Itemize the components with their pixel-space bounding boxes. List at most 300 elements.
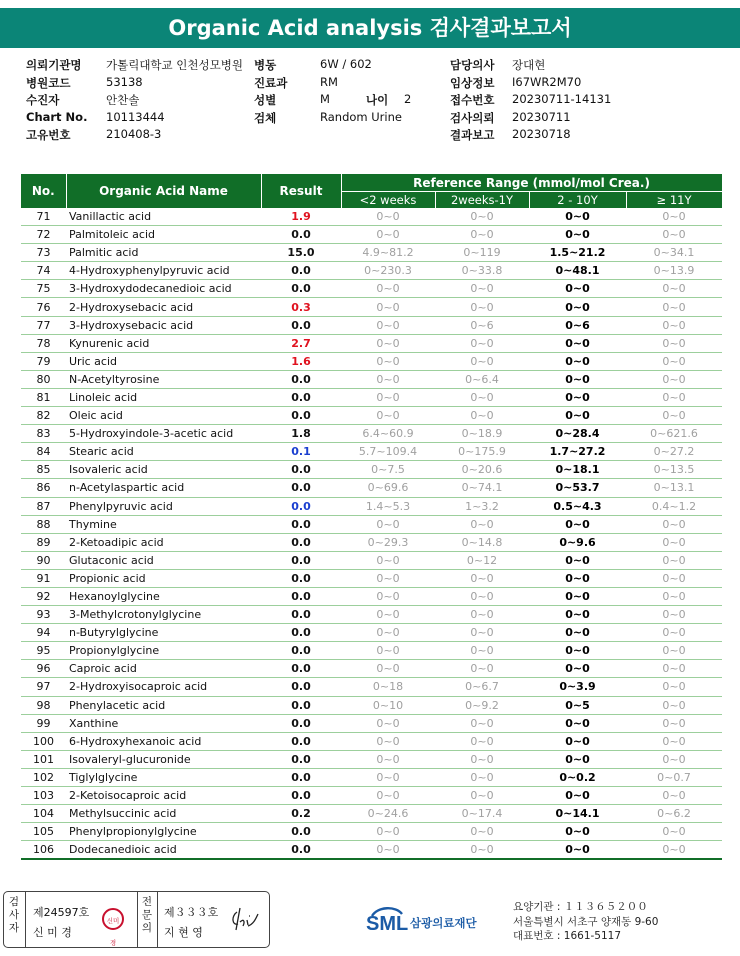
table-row bbox=[21, 750, 722, 768]
patient-value: 안찬솔 bbox=[106, 93, 140, 108]
ward-label: 병동 bbox=[254, 58, 277, 72]
header-name: Organic Acid Name bbox=[66, 174, 261, 208]
row-range-2: 0~0 bbox=[435, 334, 529, 352]
row-name: N-Acetyltyrosine bbox=[66, 370, 261, 388]
row-range-4: 0~0 bbox=[626, 515, 722, 533]
receipt-label: 접수번호 bbox=[450, 93, 495, 108]
row-range-3: 1.5~21.2 bbox=[529, 244, 626, 262]
row-result: 0.0 bbox=[261, 262, 341, 280]
row-range-4: 0~34.1 bbox=[626, 244, 722, 262]
row-name: Kynurenic acid bbox=[66, 334, 261, 352]
row-name: 6-Hydroxyhexanoic acid bbox=[66, 732, 261, 750]
row-range-2: 0~0 bbox=[435, 407, 529, 425]
row-range-3: 0~0 bbox=[529, 569, 626, 587]
divider bbox=[137, 892, 138, 947]
row-range-2: 0~17.4 bbox=[435, 805, 529, 823]
row-range-1: 1.4~5.3 bbox=[341, 497, 435, 515]
row-result: 0.0 bbox=[261, 388, 341, 406]
table-row bbox=[21, 515, 722, 533]
row-range-4: 0~0 bbox=[626, 624, 722, 642]
row-range-2: 0~0 bbox=[435, 515, 529, 533]
row-range-2: 1~3.2 bbox=[435, 497, 529, 515]
table-row bbox=[21, 678, 722, 696]
row-result: 0.0 bbox=[261, 678, 341, 696]
examiner-label: 검사자 bbox=[8, 896, 20, 934]
row-range-2: 0~33.8 bbox=[435, 262, 529, 280]
row-result: 0.3 bbox=[261, 298, 341, 316]
row-range-4: 0~0 bbox=[626, 334, 722, 352]
row-range-2: 0~0 bbox=[435, 587, 529, 605]
row-range-2: 0~12 bbox=[435, 551, 529, 569]
table-row bbox=[21, 823, 722, 841]
unique-label: 고유번호 bbox=[26, 128, 71, 143]
doctor-value: 장대현 bbox=[512, 58, 546, 72]
row-range-3: 0~0 bbox=[529, 352, 626, 370]
row-range-4: 0~0 bbox=[626, 660, 722, 678]
divider bbox=[157, 892, 158, 947]
row-no: 75 bbox=[21, 280, 66, 298]
report-value: 20230718 bbox=[512, 127, 571, 142]
row-name: Isovaleryl-glucuronide bbox=[66, 750, 261, 768]
specialist-label: 전문의 bbox=[141, 896, 153, 934]
row-no: 72 bbox=[21, 226, 66, 244]
row-range-1: 0~0 bbox=[341, 750, 435, 768]
row-result: 1.8 bbox=[261, 425, 341, 443]
row-no: 74 bbox=[21, 262, 66, 280]
org-address: 서울특별시 서초구 양재동 9-60 bbox=[513, 915, 659, 928]
info-row bbox=[26, 110, 726, 128]
row-range-2: 0~0 bbox=[435, 298, 529, 316]
row-range-1: 0~0 bbox=[341, 660, 435, 678]
row-no: 73 bbox=[21, 244, 66, 262]
row-name: Vanillactic acid bbox=[66, 208, 261, 226]
header-no: No. bbox=[21, 174, 66, 208]
row-range-4: 0~0 bbox=[626, 298, 722, 316]
sml-logo: SML bbox=[366, 913, 409, 935]
row-range-3: 0~0 bbox=[529, 370, 626, 388]
row-range-1: 0~7.5 bbox=[341, 461, 435, 479]
row-range-2: 0~18.9 bbox=[435, 425, 529, 443]
row-no: 86 bbox=[21, 479, 66, 497]
code-value: 53138 bbox=[106, 74, 143, 89]
table-row bbox=[21, 244, 722, 262]
row-range-1: 0~0 bbox=[341, 642, 435, 660]
table-row bbox=[21, 334, 722, 352]
row-range-4: 0~0 bbox=[626, 226, 722, 244]
row-no: 101 bbox=[21, 750, 66, 768]
row-range-2: 0~0 bbox=[435, 280, 529, 298]
row-no: 102 bbox=[21, 768, 66, 786]
row-range-1: 0~0 bbox=[341, 551, 435, 569]
table-row bbox=[21, 352, 722, 370]
row-result: 0.0 bbox=[261, 316, 341, 334]
hospital-value: 가톨릭대학교 인천성모병원 bbox=[106, 58, 243, 72]
row-range-1: 0~0 bbox=[341, 624, 435, 642]
row-name: Uric acid bbox=[66, 352, 261, 370]
signature-image bbox=[228, 904, 260, 934]
row-result: 0.0 bbox=[261, 461, 341, 479]
row-result: 0.0 bbox=[261, 732, 341, 750]
sml-logo-block bbox=[366, 905, 506, 939]
row-range-2: 0~74.1 bbox=[435, 479, 529, 497]
row-range-4: 0~0 bbox=[626, 533, 722, 551]
row-range-3: 0~0 bbox=[529, 841, 626, 860]
row-range-3: 1.7~27.2 bbox=[529, 443, 626, 461]
examiner-seal: 신미경 bbox=[102, 908, 124, 930]
row-name: 2-Hydroxysebacic acid bbox=[66, 298, 261, 316]
row-range-4: 0~0 bbox=[626, 696, 722, 714]
row-range-1: 0~18 bbox=[341, 678, 435, 696]
row-result: 0.0 bbox=[261, 750, 341, 768]
row-range-3: 0~5 bbox=[529, 696, 626, 714]
row-name: Phenylpropionylglycine bbox=[66, 823, 261, 841]
table-row bbox=[21, 316, 722, 334]
info-row bbox=[26, 75, 726, 93]
row-range-4: 0~0 bbox=[626, 823, 722, 841]
row-range-1: 0~0 bbox=[341, 768, 435, 786]
row-range-2: 0~14.8 bbox=[435, 533, 529, 551]
row-range-3: 0~28.4 bbox=[529, 425, 626, 443]
row-no: 103 bbox=[21, 787, 66, 805]
row-name: Hexanoylglycine bbox=[66, 587, 261, 605]
row-range-3: 0~48.1 bbox=[529, 262, 626, 280]
row-range-1: 0~0 bbox=[341, 515, 435, 533]
row-range-4: 0~0 bbox=[626, 678, 722, 696]
row-range-1: 0~24.6 bbox=[341, 805, 435, 823]
dept-label: 진료과 bbox=[254, 75, 288, 90]
results-table bbox=[21, 174, 723, 860]
row-no: 87 bbox=[21, 497, 66, 515]
row-range-1: 0~0 bbox=[341, 388, 435, 406]
specialist-name: 지 현 영 bbox=[164, 926, 203, 939]
row-name: 4-Hydroxyphenylpyruvic acid bbox=[66, 262, 261, 280]
row-range-4: 0~27.2 bbox=[626, 443, 722, 461]
table-row bbox=[21, 497, 722, 515]
row-range-2: 0~0 bbox=[435, 208, 529, 226]
row-result: 0.0 bbox=[261, 533, 341, 551]
row-result: 0.0 bbox=[261, 551, 341, 569]
row-no: 96 bbox=[21, 660, 66, 678]
table-row bbox=[21, 606, 722, 624]
row-range-4: 0~0.7 bbox=[626, 768, 722, 786]
row-range-4: 0~6.2 bbox=[626, 805, 722, 823]
table-row bbox=[21, 732, 722, 750]
row-range-4: 0~0 bbox=[626, 606, 722, 624]
row-range-1: 4.9~81.2 bbox=[341, 244, 435, 262]
row-name: 2-Ketoadipic acid bbox=[66, 533, 261, 551]
row-range-3: 0~3.9 bbox=[529, 678, 626, 696]
row-range-3: 0~0 bbox=[529, 551, 626, 569]
org-name: 삼광의료재단 bbox=[410, 916, 477, 930]
row-result: 0.0 bbox=[261, 587, 341, 605]
row-name: Dodecanedioic acid bbox=[66, 841, 261, 860]
row-result: 0.0 bbox=[261, 696, 341, 714]
row-result: 0.0 bbox=[261, 569, 341, 587]
receipt-value: 20230711-14131 bbox=[512, 92, 612, 107]
row-range-1: 0~0 bbox=[341, 787, 435, 805]
row-range-3: 0~0 bbox=[529, 226, 626, 244]
hospital-label: 의뢰기관명 bbox=[26, 58, 82, 72]
row-range-4: 0~0 bbox=[626, 841, 722, 860]
row-range-1: 0~69.6 bbox=[341, 479, 435, 497]
row-result: 0.1 bbox=[261, 443, 341, 461]
row-range-4: 0~0 bbox=[626, 316, 722, 334]
row-name: 2-Ketoisocaproic acid bbox=[66, 787, 261, 805]
row-no: 71 bbox=[21, 208, 66, 226]
row-no: 79 bbox=[21, 352, 66, 370]
info-row bbox=[26, 127, 726, 145]
dept-value: RM bbox=[320, 74, 338, 89]
row-name: 3-Hydroxysebacic acid bbox=[66, 316, 261, 334]
report-label: 결과보고 bbox=[450, 128, 495, 143]
table-row bbox=[21, 787, 722, 805]
row-name: Tiglylglycine bbox=[66, 768, 261, 786]
row-range-2: 0~9.2 bbox=[435, 696, 529, 714]
row-name: Phenylpyruvic acid bbox=[66, 497, 261, 515]
row-range-3: 0~9.6 bbox=[529, 533, 626, 551]
table-row bbox=[21, 805, 722, 823]
row-range-3: 0.5~4.3 bbox=[529, 497, 626, 515]
row-range-4: 0~0 bbox=[626, 388, 722, 406]
row-no: 89 bbox=[21, 533, 66, 551]
row-result: 0.0 bbox=[261, 841, 341, 860]
row-range-3: 0~0 bbox=[529, 208, 626, 226]
specimen-label: 검체 bbox=[254, 110, 277, 125]
row-range-4: 0~13.1 bbox=[626, 479, 722, 497]
row-name: 2-Hydroxyisocaproic acid bbox=[66, 678, 261, 696]
row-no: 97 bbox=[21, 678, 66, 696]
row-no: 77 bbox=[21, 316, 66, 334]
row-range-3: 0~0 bbox=[529, 660, 626, 678]
examiner-name: 신 미 경 bbox=[33, 926, 72, 939]
specimen-value: Random Urine bbox=[320, 109, 402, 124]
row-result: 0.0 bbox=[261, 479, 341, 497]
row-range-3: 0~0 bbox=[529, 388, 626, 406]
row-range-4: 0~0 bbox=[626, 407, 722, 425]
info-row bbox=[26, 92, 726, 110]
row-range-4: 0~621.6 bbox=[626, 425, 722, 443]
row-no: 82 bbox=[21, 407, 66, 425]
row-range-3: 0~0 bbox=[529, 787, 626, 805]
signature-box bbox=[3, 891, 270, 948]
row-result: 0.0 bbox=[261, 606, 341, 624]
doctor-label: 담당의사 bbox=[450, 58, 495, 72]
row-range-1: 0~230.3 bbox=[341, 262, 435, 280]
row-name: Glutaconic acid bbox=[66, 551, 261, 569]
row-name: Isovaleric acid bbox=[66, 461, 261, 479]
header-result: Result bbox=[261, 174, 341, 208]
org-phone: 대표번호 : 1661-5117 bbox=[513, 930, 622, 942]
row-no: 84 bbox=[21, 443, 66, 461]
row-result: 2.7 bbox=[261, 334, 341, 352]
row-range-2: 0~0 bbox=[435, 352, 529, 370]
row-range-4: 0~0 bbox=[626, 370, 722, 388]
row-result: 0.0 bbox=[261, 660, 341, 678]
row-range-4: 0~0 bbox=[626, 732, 722, 750]
divider bbox=[25, 892, 26, 947]
row-result: 1.6 bbox=[261, 352, 341, 370]
table-row bbox=[21, 280, 722, 298]
row-no: 83 bbox=[21, 425, 66, 443]
row-result: 0.0 bbox=[261, 226, 341, 244]
row-name: Palmitic acid bbox=[66, 244, 261, 262]
row-range-1: 0~0 bbox=[341, 823, 435, 841]
row-range-1: 0~0 bbox=[341, 732, 435, 750]
row-name: Thymine bbox=[66, 515, 261, 533]
row-range-1: 0~0 bbox=[341, 841, 435, 860]
results-body bbox=[21, 208, 722, 859]
row-name: Methylsuccinic acid bbox=[66, 805, 261, 823]
row-result: 0.0 bbox=[261, 787, 341, 805]
row-range-3: 0~0 bbox=[529, 587, 626, 605]
row-range-3: 0~6 bbox=[529, 316, 626, 334]
header-range-1: <2 weeks bbox=[341, 192, 435, 209]
row-range-2: 0~0 bbox=[435, 732, 529, 750]
row-name: n-Butyrylglycine bbox=[66, 624, 261, 642]
report-title: Organic Acid analysis 검사결과보고서 bbox=[0, 8, 740, 48]
row-range-2: 0~0 bbox=[435, 606, 529, 624]
row-result: 0.0 bbox=[261, 624, 341, 642]
specialist-license: 제３３３호 bbox=[164, 906, 219, 919]
row-no: 85 bbox=[21, 461, 66, 479]
row-range-3: 0~0 bbox=[529, 823, 626, 841]
row-range-2: 0~0 bbox=[435, 569, 529, 587]
row-range-3: 0~0 bbox=[529, 624, 626, 642]
row-range-4: 0~13.9 bbox=[626, 262, 722, 280]
table-row bbox=[21, 262, 722, 280]
row-range-3: 0~0 bbox=[529, 750, 626, 768]
row-no: 90 bbox=[21, 551, 66, 569]
table-row bbox=[21, 298, 722, 316]
row-range-3: 0~18.1 bbox=[529, 461, 626, 479]
row-range-3: 0~0.2 bbox=[529, 768, 626, 786]
row-range-2: 0~0 bbox=[435, 624, 529, 642]
row-range-2: 0~0 bbox=[435, 787, 529, 805]
table-row bbox=[21, 841, 722, 860]
code-label: 병원코드 bbox=[26, 75, 71, 90]
row-range-1: 0~0 bbox=[341, 606, 435, 624]
table-row bbox=[21, 443, 722, 461]
row-no: 94 bbox=[21, 624, 66, 642]
row-name: Oleic acid bbox=[66, 407, 261, 425]
header-range-4: ≥ 11Y bbox=[626, 192, 722, 209]
row-no: 76 bbox=[21, 298, 66, 316]
row-range-1: 5.7~109.4 bbox=[341, 443, 435, 461]
row-no: 100 bbox=[21, 732, 66, 750]
row-name: Xanthine bbox=[66, 714, 261, 732]
row-range-3: 0~0 bbox=[529, 407, 626, 425]
row-result: 0.2 bbox=[261, 805, 341, 823]
row-result: 15.0 bbox=[261, 244, 341, 262]
row-range-1: 0~0 bbox=[341, 352, 435, 370]
row-range-3: 0~14.1 bbox=[529, 805, 626, 823]
row-range-1: 0~0 bbox=[341, 208, 435, 226]
row-no: 80 bbox=[21, 370, 66, 388]
row-range-2: 0~175.9 bbox=[435, 443, 529, 461]
row-result: 0.0 bbox=[261, 642, 341, 660]
row-range-2: 0~0 bbox=[435, 714, 529, 732]
request-value: 20230711 bbox=[512, 109, 571, 124]
row-range-3: 0~0 bbox=[529, 298, 626, 316]
row-range-3: 0~0 bbox=[529, 732, 626, 750]
row-range-1: 0~0 bbox=[341, 316, 435, 334]
row-result: 0.0 bbox=[261, 280, 341, 298]
row-result: 0.0 bbox=[261, 768, 341, 786]
row-range-2: 0~0 bbox=[435, 226, 529, 244]
table-row bbox=[21, 569, 722, 587]
row-range-1: 0~0 bbox=[341, 298, 435, 316]
row-result: 0.0 bbox=[261, 823, 341, 841]
table-row bbox=[21, 479, 722, 497]
row-range-1: 0~0 bbox=[341, 370, 435, 388]
row-no: 98 bbox=[21, 696, 66, 714]
row-no: 99 bbox=[21, 714, 66, 732]
row-range-2: 0~0 bbox=[435, 841, 529, 860]
table-row bbox=[21, 425, 722, 443]
examiner-license: 제24597호 bbox=[33, 906, 90, 919]
row-name: 3-Hydroxydodecanedioic acid bbox=[66, 280, 261, 298]
row-range-4: 0~0 bbox=[626, 280, 722, 298]
row-name: 5-Hydroxyindole-3-acetic acid bbox=[66, 425, 261, 443]
table-row bbox=[21, 388, 722, 406]
row-range-2: 0~0 bbox=[435, 823, 529, 841]
row-range-2: 0~119 bbox=[435, 244, 529, 262]
row-result: 0.0 bbox=[261, 515, 341, 533]
row-range-1: 0~0 bbox=[341, 587, 435, 605]
row-range-4: 0~0 bbox=[626, 569, 722, 587]
results-table-wrap bbox=[21, 174, 722, 860]
row-range-2: 0~0 bbox=[435, 388, 529, 406]
header-range-3: 2 - 10Y bbox=[529, 192, 626, 209]
table-row bbox=[21, 714, 722, 732]
row-name: n-Acetylaspartic acid bbox=[66, 479, 261, 497]
sex-value: M bbox=[320, 92, 330, 107]
chart-value: 10113444 bbox=[106, 109, 165, 124]
request-label: 검사의뢰 bbox=[450, 110, 495, 125]
table-row bbox=[21, 461, 722, 479]
row-range-3: 0~0 bbox=[529, 606, 626, 624]
row-range-4: 0~0 bbox=[626, 787, 722, 805]
row-range-2: 0~0 bbox=[435, 768, 529, 786]
header-range-2: 2weeks-1Y bbox=[435, 192, 529, 209]
row-range-2: 0~6.4 bbox=[435, 370, 529, 388]
row-range-3: 0~0 bbox=[529, 280, 626, 298]
clinical-value: I67WR2M70 bbox=[512, 74, 582, 89]
clinical-label: 임상정보 bbox=[450, 75, 495, 90]
row-range-4: 0~0 bbox=[626, 551, 722, 569]
row-range-3: 0~0 bbox=[529, 642, 626, 660]
header-reference: Reference Range (mmol/mol Crea.) bbox=[341, 174, 722, 192]
table-row bbox=[21, 587, 722, 605]
row-no: 81 bbox=[21, 388, 66, 406]
row-range-2: 0~0 bbox=[435, 642, 529, 660]
row-range-3: 0~0 bbox=[529, 714, 626, 732]
row-name: 3-Methylcrotonylglycine bbox=[66, 606, 261, 624]
row-no: 88 bbox=[21, 515, 66, 533]
table-row bbox=[21, 226, 722, 244]
row-range-2: 0~6 bbox=[435, 316, 529, 334]
row-no: 95 bbox=[21, 642, 66, 660]
row-range-1: 0~0 bbox=[341, 280, 435, 298]
row-name: Phenylacetic acid bbox=[66, 696, 261, 714]
row-name: Stearic acid bbox=[66, 443, 261, 461]
chart-label: Chart No. bbox=[26, 109, 88, 124]
row-no: 78 bbox=[21, 334, 66, 352]
row-no: 92 bbox=[21, 587, 66, 605]
row-name: Palmitoleic acid bbox=[66, 226, 261, 244]
row-no: 104 bbox=[21, 805, 66, 823]
row-range-4: 0~0 bbox=[626, 208, 722, 226]
